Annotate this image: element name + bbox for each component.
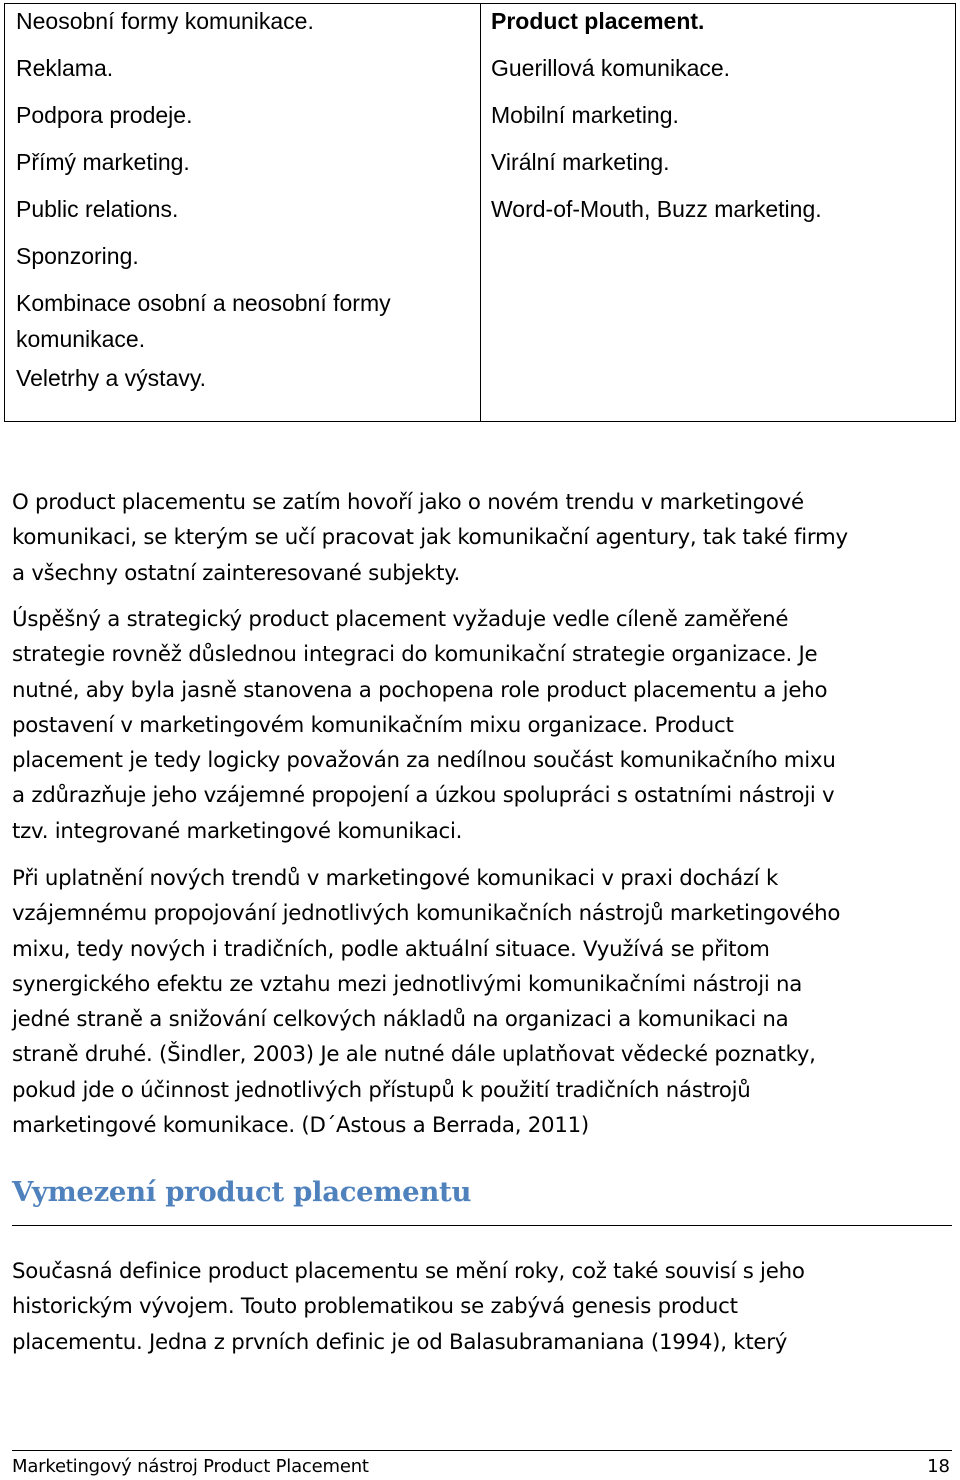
page-number: 18 [927,1456,950,1477]
table-cell: Kombinace osobní a neosobní formy komunikace. [16,290,391,352]
footer-title: Marketingový nástroj Product Placement [12,1456,369,1477]
heading-divider [12,1225,952,1226]
table-left-column [5,4,481,421]
table-cell: Virální marketing. [491,149,670,175]
paragraph-definition: Současná definice product placementu se mění roky, což také souvisí s jeho historickým vývojem. Touto problematikou se zabývá genesis product placementu. Jedna z prvních definic je od Balasubramaniana (1994), který [12,1259,805,1355]
table-cell-highlighted: Product placement. [491,8,705,34]
footer-divider [12,1450,952,1451]
table-cell: Veletrhy a výstavy. [16,365,207,391]
paragraph-strategy: Úspěšný a strategický product placement vyžaduje vedle cíleně zaměřené strategie rovněž důslednou integraci do komunikační strategie organizace. Je nutné, aby byla jasně stanovena a pochopena role product placementu a jeho postavení v marketingovém komunikačním mixu organizace. Product placement je tedy logicky považován za nedílnou součást komunikačního mixu a zdůrazňuje jeho vzájemné propojení a úzkou spolupráci s ostatními nástroji v tzv. integrované marketingové komunikaci. [12,607,836,844]
table-cell: Sponzoring. [16,243,139,269]
communication-forms-table [4,3,956,422]
paragraph-trend: O product placementu se zatím hovoří jako o novém trendu v marketingové komunikaci, se kterým se učí pracovat jak komunikační agentury, tak také firmy a všechny ostatní zainteresované subjekty. [12,490,848,586]
table-cell: Word-of-Mouth, Buzz marketing. [491,196,822,222]
table-cell: Public relations. [16,196,179,222]
table-cell: Mobilní marketing. [491,102,679,128]
table-cell: Přímý marketing. [16,149,190,175]
table-right-column [481,4,955,421]
table-cell: Guerillová komunikace. [491,55,731,81]
section-heading: Vymezení product placementu [12,1176,472,1208]
paragraph-new-trends: Při uplatnění nových trendů v marketingové komunikaci v praxi dochází k vzájemnému propojování jednotlivých komunikačních nástrojů marketingového mixu, tedy nových i tradičních, podle aktuální situace. Využívá se přitom synergického efektu ze vztahu mezi jednotlivými komunikačními nástroji na jedné straně a snižování celkových nákladů na organizaci a komunikaci na straně druhé. (Šindler, 2003) Je ale nutné dále uplatňovat vědecké poznatky, pokud jde o účinnost jednotlivých přístupů k použití tradičních nástrojů marketingové komunikace. (D´Astous a Berrada, 2011) [12,866,841,1139]
table-cell: Reklama. [16,55,114,81]
table-cell: Neosobní formy komunikace. [16,8,314,34]
table-cell: Podpora prodeje. [16,102,193,128]
